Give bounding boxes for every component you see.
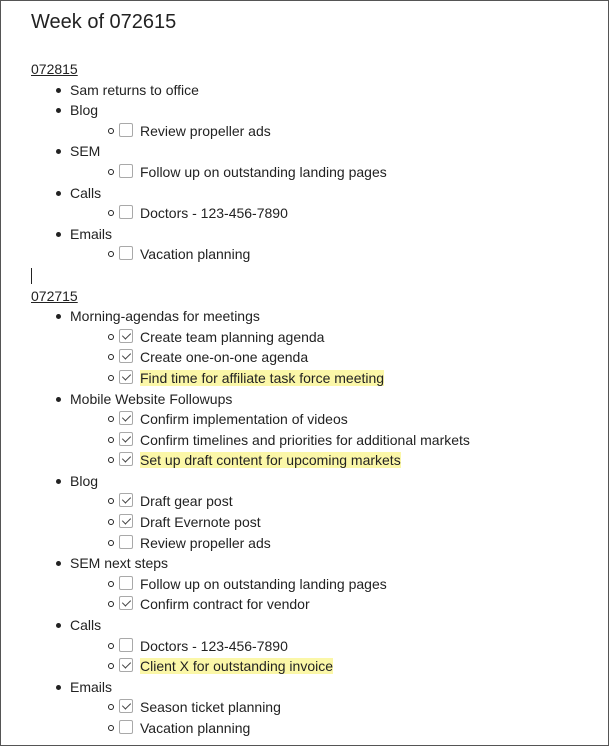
- task-item: [70, 327, 608, 348]
- task-text: Vacation planning: [140, 720, 251, 736]
- task-item: [70, 347, 608, 368]
- checkbox[interactable]: [119, 411, 133, 425]
- checkbox[interactable]: [119, 699, 133, 713]
- checkbox[interactable]: [119, 658, 133, 672]
- task-text: Create one-on-one agenda: [140, 349, 309, 366]
- text-cursor: [31, 268, 32, 284]
- task-item: [70, 203, 608, 224]
- topic-label: Sam returns to office: [70, 81, 199, 98]
- task-list: [70, 491, 608, 553]
- checkbox[interactable]: [119, 452, 133, 466]
- task-text: Confirm implementation of videos: [140, 411, 348, 428]
- task-item: [70, 594, 608, 615]
- checkbox[interactable]: [119, 329, 133, 343]
- checkbox[interactable]: [119, 205, 133, 219]
- task-text: Vacation planning: [140, 246, 251, 263]
- task-item: [70, 697, 608, 718]
- note-title[interactable]: Week of 072615: [31, 11, 177, 33]
- topic-item: [31, 471, 608, 553]
- date-heading: 072715: [31, 287, 78, 304]
- topic-item: [31, 615, 608, 677]
- task-text: Client X for outstanding invoice: [140, 658, 333, 675]
- task-item: [70, 430, 608, 451]
- checkbox[interactable]: [119, 432, 133, 446]
- topic-label: Emails: [70, 678, 113, 695]
- task-text: Review propeller ads: [140, 122, 271, 139]
- topic-item: [31, 224, 608, 265]
- topic-label: Blog: [70, 472, 99, 489]
- task-item: [70, 512, 608, 533]
- topic-item: [31, 677, 608, 739]
- date-section: [31, 59, 608, 265]
- task-item: [70, 574, 608, 595]
- topic-label: Mobile Website Followups: [70, 390, 233, 407]
- task-item: [70, 718, 608, 739]
- checkbox[interactable]: [119, 638, 133, 652]
- task-text: Doctors - 123-456-7890: [140, 205, 288, 222]
- topic-item: [31, 306, 608, 388]
- task-text: Set up draft content for upcoming markets: [140, 452, 401, 469]
- task-text: Confirm contract for vendor: [140, 596, 310, 613]
- checkbox[interactable]: [119, 576, 133, 590]
- task-item: [70, 244, 608, 265]
- topic-list: [31, 80, 608, 265]
- task-list: [70, 203, 608, 224]
- checkbox[interactable]: [119, 164, 133, 178]
- task-item: [70, 409, 608, 430]
- topic-label: Calls: [70, 184, 102, 201]
- task-item: [70, 636, 608, 657]
- task-item: [70, 491, 608, 512]
- date-section: [31, 286, 608, 739]
- note-body[interactable]: [31, 59, 608, 739]
- task-text: Follow up on outstanding landing pages: [140, 163, 387, 180]
- topic-label: Emails: [70, 225, 113, 242]
- task-list: [70, 409, 608, 471]
- checkbox[interactable]: [119, 720, 133, 734]
- topic-item: [31, 553, 608, 615]
- topic-item: [31, 80, 608, 101]
- topic-label: Morning-agendas for meetings: [70, 308, 260, 325]
- task-item: [70, 533, 608, 554]
- topic-label: SEM: [70, 143, 101, 160]
- task-item: [70, 450, 608, 471]
- checkbox[interactable]: [119, 514, 133, 528]
- topic-item: [31, 100, 608, 141]
- task-text: Draft gear post: [140, 493, 233, 510]
- task-list: [70, 162, 608, 183]
- checkbox[interactable]: [119, 123, 133, 137]
- date-heading: 072815: [31, 61, 78, 77]
- task-item: [70, 121, 608, 142]
- checkbox[interactable]: [119, 596, 133, 610]
- task-item: [70, 656, 608, 677]
- checkbox[interactable]: [119, 370, 133, 384]
- task-text: Doctors - 123-456-7890: [140, 637, 288, 654]
- task-list: [70, 121, 608, 142]
- task-text: Create team planning agenda: [140, 328, 325, 345]
- task-list: [70, 636, 608, 677]
- task-list: [70, 244, 608, 265]
- topic-list: [31, 306, 608, 738]
- checkbox[interactable]: [119, 246, 133, 260]
- task-item: [70, 368, 608, 389]
- checkbox[interactable]: [119, 349, 133, 363]
- topic-item: [31, 183, 608, 224]
- topic-item: [31, 141, 608, 182]
- task-text: Review propeller ads: [140, 534, 271, 551]
- task-text: Confirm timelines and priorities for additional markets: [140, 431, 470, 448]
- topic-item: [31, 389, 608, 471]
- task-text: Draft Evernote post: [140, 514, 261, 531]
- task-list: [70, 327, 608, 389]
- checkbox[interactable]: [119, 535, 133, 549]
- topic-label: SEM next steps: [70, 555, 169, 572]
- topic-label: Blog: [70, 102, 99, 119]
- task-list: [70, 574, 608, 615]
- task-list: [70, 697, 608, 738]
- topic-label: Calls: [70, 617, 102, 634]
- task-text: Follow up on outstanding landing pages: [140, 575, 387, 592]
- task-text: Season ticket planning: [140, 699, 281, 716]
- empty-line[interactable]: [31, 265, 608, 286]
- task-item: [70, 162, 608, 183]
- checkbox[interactable]: [119, 493, 133, 507]
- task-text: Find time for affiliate task force meeting: [140, 369, 385, 386]
